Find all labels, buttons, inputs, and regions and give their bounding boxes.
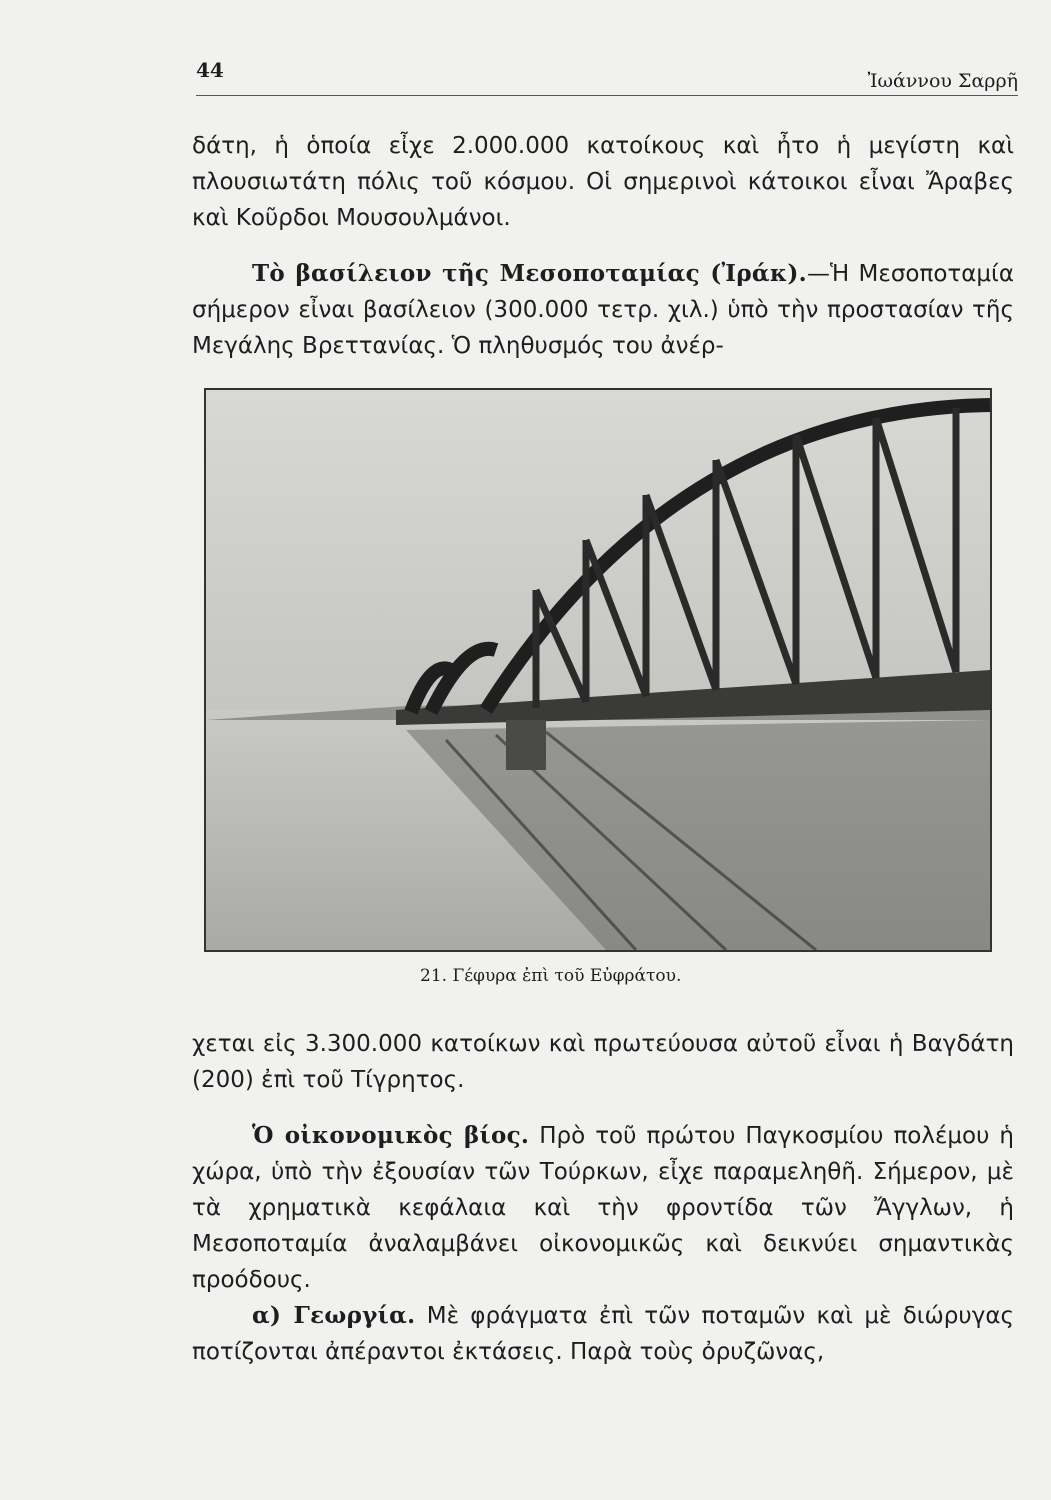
paragraph-text: Πρὸ τοῦ πρώτου Παγκοσμίου πολέμου ἡ χώρα, ὑπὸ τὴν ἐξουσίαν τῶν Τούρκων, εἶχε παραμεληθῆ. Σήμερον, μὲ τὰ χρηματικὰ κεφάλαια καὶ τὴν φροντίδα τῶν Ἄγγλων, ἡ Μεσοποταμία ἀναλαμβάνει οἰκονομικῶς καὶ δεικνύει σημαντικὰς προόδους. bbox=[192, 1123, 1014, 1293]
paragraph-agriculture bbox=[192, 1298, 1014, 1370]
bridge-illustration bbox=[206, 390, 990, 950]
paragraph-text: χεται εἰς 3.300.000 κατοίκων καὶ πρωτεύουσα αὐτοῦ εἶναι ἡ Βαγδάτη (200) ἐπὶ τοῦ Τίγρητος. bbox=[192, 1031, 1014, 1093]
paragraph-text: Μὲ φράγματα ἐπὶ τῶν ποταμῶν καὶ μὲ διώρυγας ποτίζονται ἀπέραντοι ἐκτάσεις. Παρὰ τοὺς ὀρυζῶνας, bbox=[192, 1303, 1014, 1365]
page-number: 44 bbox=[196, 58, 224, 82]
paragraph-baghdad bbox=[192, 128, 1014, 236]
figure-caption: 21. Γέφυρα ἐπὶ τοῦ Εὐφράτου. bbox=[420, 966, 682, 986]
running-head: Ἰωάννου Σαρρῆ bbox=[867, 70, 1018, 92]
section-heading-economy: Ὁ οἰκονομικὸς βίος. bbox=[252, 1122, 530, 1149]
section-heading-agriculture: α) Γεωργία. bbox=[252, 1302, 416, 1329]
paragraph-economy bbox=[192, 1118, 1014, 1298]
paragraph-text: δάτη, ἡ ὁποία εἶχε 2.000.000 κατοίκους καὶ ἦτο ἡ μεγίστη καὶ πλουσιωτάτη πόλις τοῦ κόσμου. Οἱ σημερινοὶ κάτοικοι εἶναι Ἄραβες καὶ Κοῦρδοι Μουσουλμάνοι. bbox=[192, 133, 1014, 231]
bridge-photo bbox=[204, 388, 992, 952]
paragraph-kingdom bbox=[192, 256, 1014, 364]
header-rule bbox=[196, 95, 1018, 96]
paragraph-population bbox=[192, 1026, 1014, 1098]
section-heading-kingdom: Τὸ βασίλειον τῆς Μεσοποταμίας (Ἰράκ). bbox=[252, 260, 807, 287]
page-header bbox=[196, 56, 1018, 96]
paragraph-text: —Ἡ Μεσοποταμία σήμερον εἶναι βασίλειον (300.000 τετρ. χιλ.) ὑπὸ τὴν προστασίαν τῆς Μεγάλης Βρεττανίας. Ὁ πληθυσμός του ἀνέρ- bbox=[192, 261, 1014, 359]
